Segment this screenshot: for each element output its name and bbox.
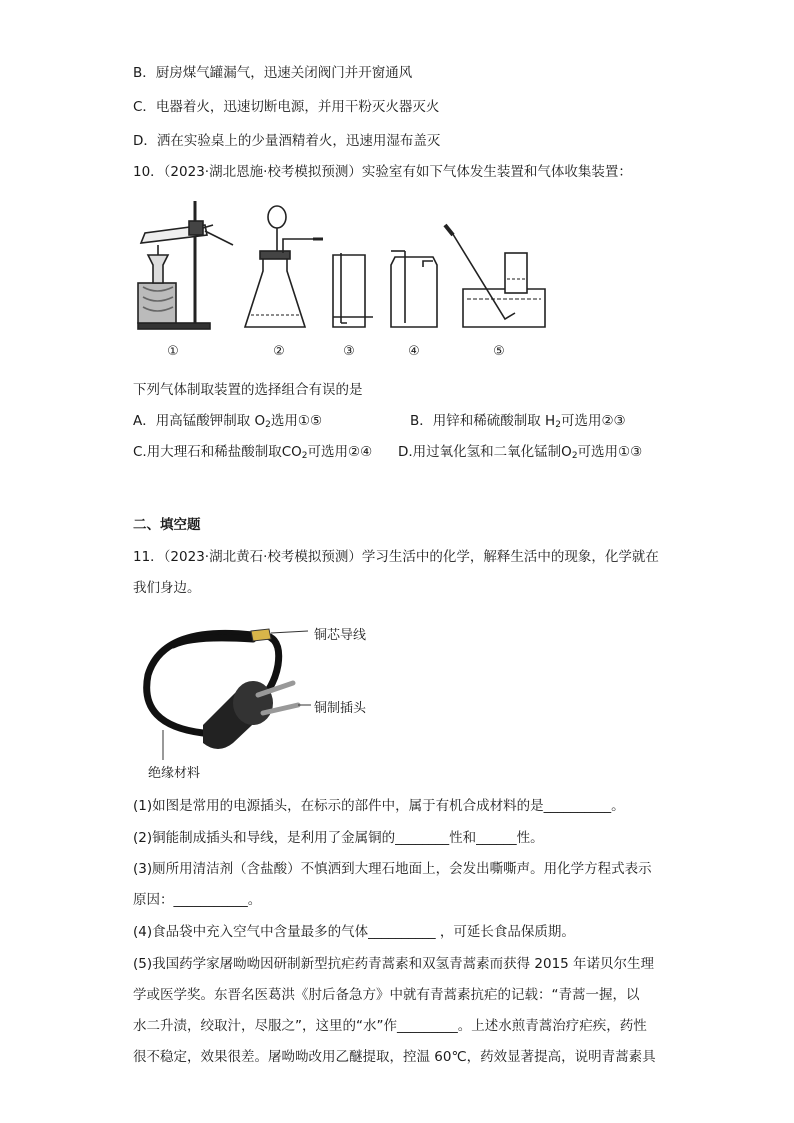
- question-11-stem-1: 11．（2023·湖北黄石·校考模拟预测）学习生活中的化学，解释生活中的现象，化学就在: [133, 549, 659, 565]
- q11-sub-3-line-2: 原因：___________。: [133, 892, 262, 908]
- gas-apparatus-figure: [133, 195, 563, 365]
- q11-sub-5-line-4: 很不稳定，效果很差。屠呦呦改用乙醚提取，控温 60℃，药效显著提高，说明青蒿素具: [133, 1049, 656, 1065]
- section-title-fill-blank: 二、填空题: [133, 517, 201, 533]
- option-d: D．洒在实验桌上的少量酒精着火，迅速用湿布盖灭: [133, 133, 441, 149]
- apparatus-label-5: ⑤: [493, 344, 505, 359]
- question-10-prompt: 下列气体制取装置的选择组合有误的是: [133, 382, 363, 398]
- apparatus-4-collection: [391, 251, 437, 327]
- q10-option-d: D.用过氧化氢和二氧化锰制$O_2$可选用①③: [398, 444, 643, 461]
- apparatus-2-flask: [245, 206, 323, 327]
- question-11-stem-2: 我们身边。: [133, 580, 201, 596]
- q10-option-a: A．用高锰酸钾制取 $O_2$选用①⑤: [133, 413, 323, 430]
- label-insulation: 绝缘材料: [148, 766, 201, 781]
- q11-sub-5-line-1: (5)我国药学家屠呦呦因研制新型抗疟药青蒿素和双氢青蒿素而获得 2015 年诺贝尔生理: [133, 956, 655, 972]
- q11-sub-1: (1)如图是常用的电源插头，在标示的部件中，属于有机合成材料的是__________。: [133, 798, 625, 814]
- question-10-stem: 10．（2023·湖北恩施·校考模拟预测）实验室有如下气体发生装置和气体收集装置：: [133, 164, 632, 180]
- apparatus-1-heating: [138, 201, 233, 329]
- label-copper-wire: 铜芯导线: [314, 628, 367, 643]
- apparatus-label-2: ②: [273, 344, 285, 359]
- q11-sub-4: (4)食品袋中充入空气中含量最多的气体__________ ，可延长食品保质期。: [133, 924, 575, 940]
- apparatus-3-collection: [333, 253, 373, 327]
- q11-sub-5-line-3: 水二升渍，绞取汁，尽服之”，这里的“水”作_________。上述水煎青蒿治疗疟疾，药性: [133, 1018, 647, 1034]
- option-c: C．电器着火，迅速切断电源，并用干粉灭火器灭火: [133, 99, 440, 115]
- q11-sub-5-line-2: 学或医学奖。东晋名医葛洪《肘后备急方》中就有青蒿素抗疟的记载：“青蒿一握，以: [133, 987, 640, 1003]
- apparatus-label-1: ①: [167, 344, 179, 359]
- apparatus-label-4: ④: [408, 344, 420, 359]
- q10-option-c: C.用大理石和稀盐酸制取$CO_2$可选用②④: [133, 444, 373, 461]
- q11-sub-3-line-1: (3)厕所用清洁剂（含盐酸）不慎洒到大理石地面上，会发出嘶嘶声。用化学方程式表示: [133, 861, 652, 877]
- apparatus-label-3: ③: [343, 344, 355, 359]
- q10-option-b: B．用锌和稀硫酸制取 $H_2$可选用②③: [410, 413, 626, 430]
- apparatus-5-water-trough: [445, 225, 545, 327]
- label-copper-plug: 铜制插头: [314, 701, 367, 716]
- option-b: B．厨房煤气罐漏气，迅速关闭阀门并开窗通风: [133, 65, 413, 81]
- q11-sub-2: (2)铜能制成插头和导线，是利用了金属铜的________性和______性。: [133, 830, 544, 846]
